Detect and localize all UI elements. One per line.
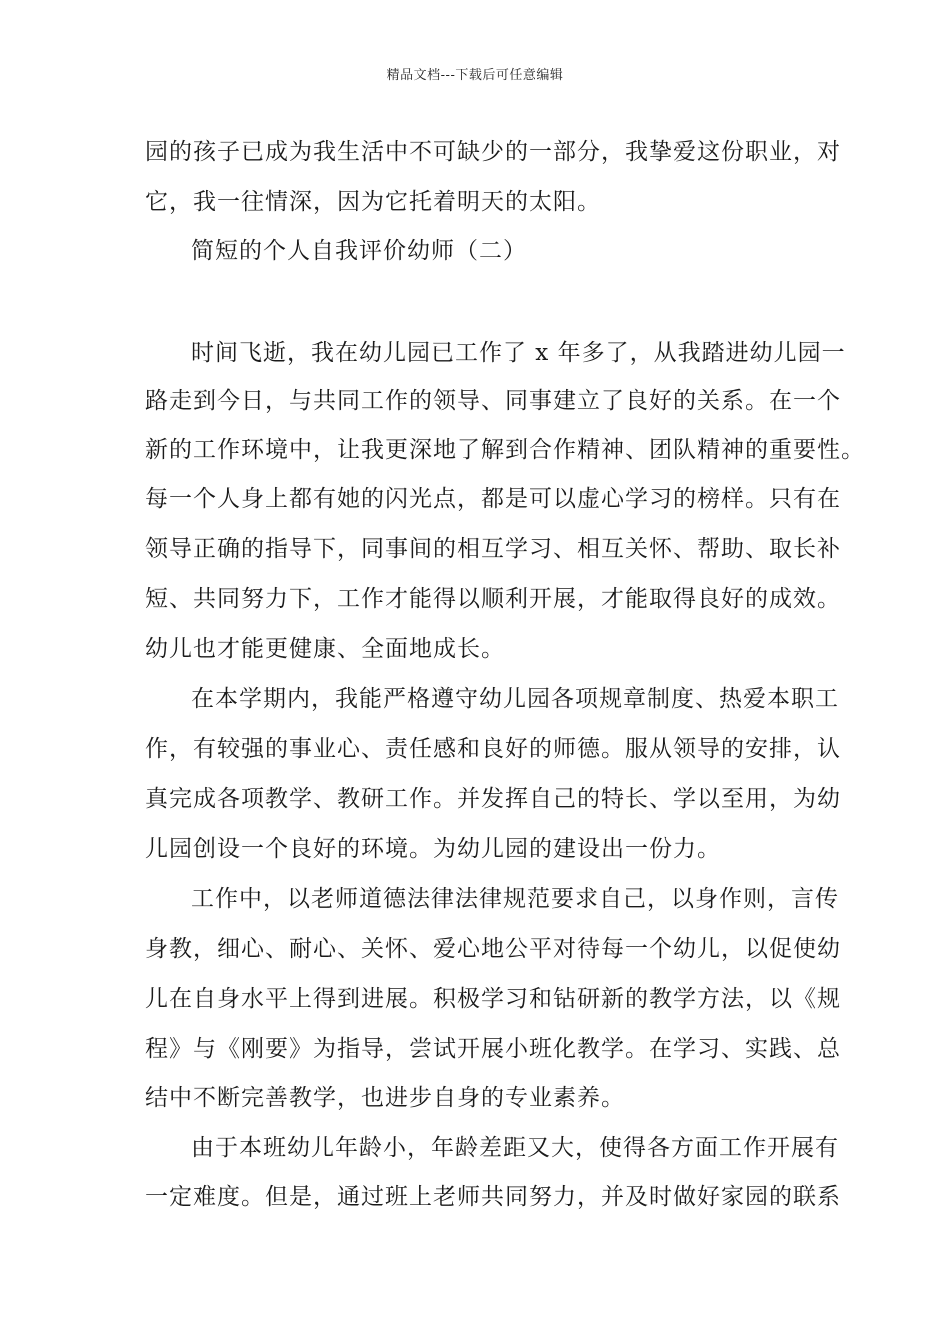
text-line: 幼儿也才能更健康、全面地成长。 bbox=[145, 636, 505, 662]
text-line: 一定难度。但是，通过班上老师共同努力，并及时做好家园的联系 bbox=[145, 1184, 841, 1210]
text-line: 新的工作环境中，让我更深地了解到合作精神、团队精神的重要性。 bbox=[145, 437, 865, 463]
text-line: 结中不断完善教学，也进步自身的专业素养。 bbox=[145, 1085, 625, 1111]
text-line: 领导正确的指导下，同事间的相互学习、相互关怀、帮助、取长补 bbox=[145, 536, 841, 562]
text-line: 儿在自身水平上得到进展。积极学习和钻研新的教学方法，以《规 bbox=[145, 986, 841, 1012]
text-line: 它，我一往情深，因为它托着明天的太阳。 bbox=[145, 189, 601, 215]
text-line: 儿园创设一个良好的环境。为幼儿园的建设出一份力。 bbox=[145, 836, 721, 862]
text-line: 时间飞逝，我在幼儿园已工作了 x 年多了，从我踏进幼儿园一 bbox=[191, 340, 846, 366]
text-line: 身教，细心、耐心、关怀、爱心地公平对待每一个幼儿，以促使幼 bbox=[145, 936, 841, 962]
text-line: 由于本班幼儿年龄小，年龄差距又大，使得各方面工作开展有 bbox=[191, 1135, 839, 1161]
text-line: 每一个人身上都有她的闪光点，都是可以虚心学习的榜样。只有在 bbox=[145, 486, 841, 512]
text-line: 工作中，以老师道德法律法律规范要求自己，以身作则，言传 bbox=[191, 886, 839, 912]
section-title: 简短的个人自我评价幼师（二） bbox=[191, 238, 527, 264]
text-line: 短、共同努力下，工作才能得以顺利开展，才能取得良好的成效。 bbox=[145, 586, 841, 612]
page-header: 精品文档---下载后可任意编辑 bbox=[386, 68, 564, 83]
text-line: 作，有较强的事业心、责任感和良好的师德。服从领导的安排，认 bbox=[145, 736, 841, 762]
text-line: 真完成各项教学、教研工作。并发挥自己的特长、学以至用，为幼 bbox=[145, 786, 841, 812]
text-line: 园的孩子已成为我生活中不可缺少的一部分，我挚爱这份职业，对 bbox=[145, 139, 841, 165]
text-line: 程》与《刚要》为指导，尝试开展小班化教学。在学习、实践、总 bbox=[145, 1036, 841, 1062]
text-line: 路走到今日，与共同工作的领导、同事建立了良好的关系。在一个 bbox=[145, 388, 841, 414]
text-line: 在本学期内，我能严格遵守幼儿园各项规章制度、热爱本职工 bbox=[191, 686, 839, 712]
